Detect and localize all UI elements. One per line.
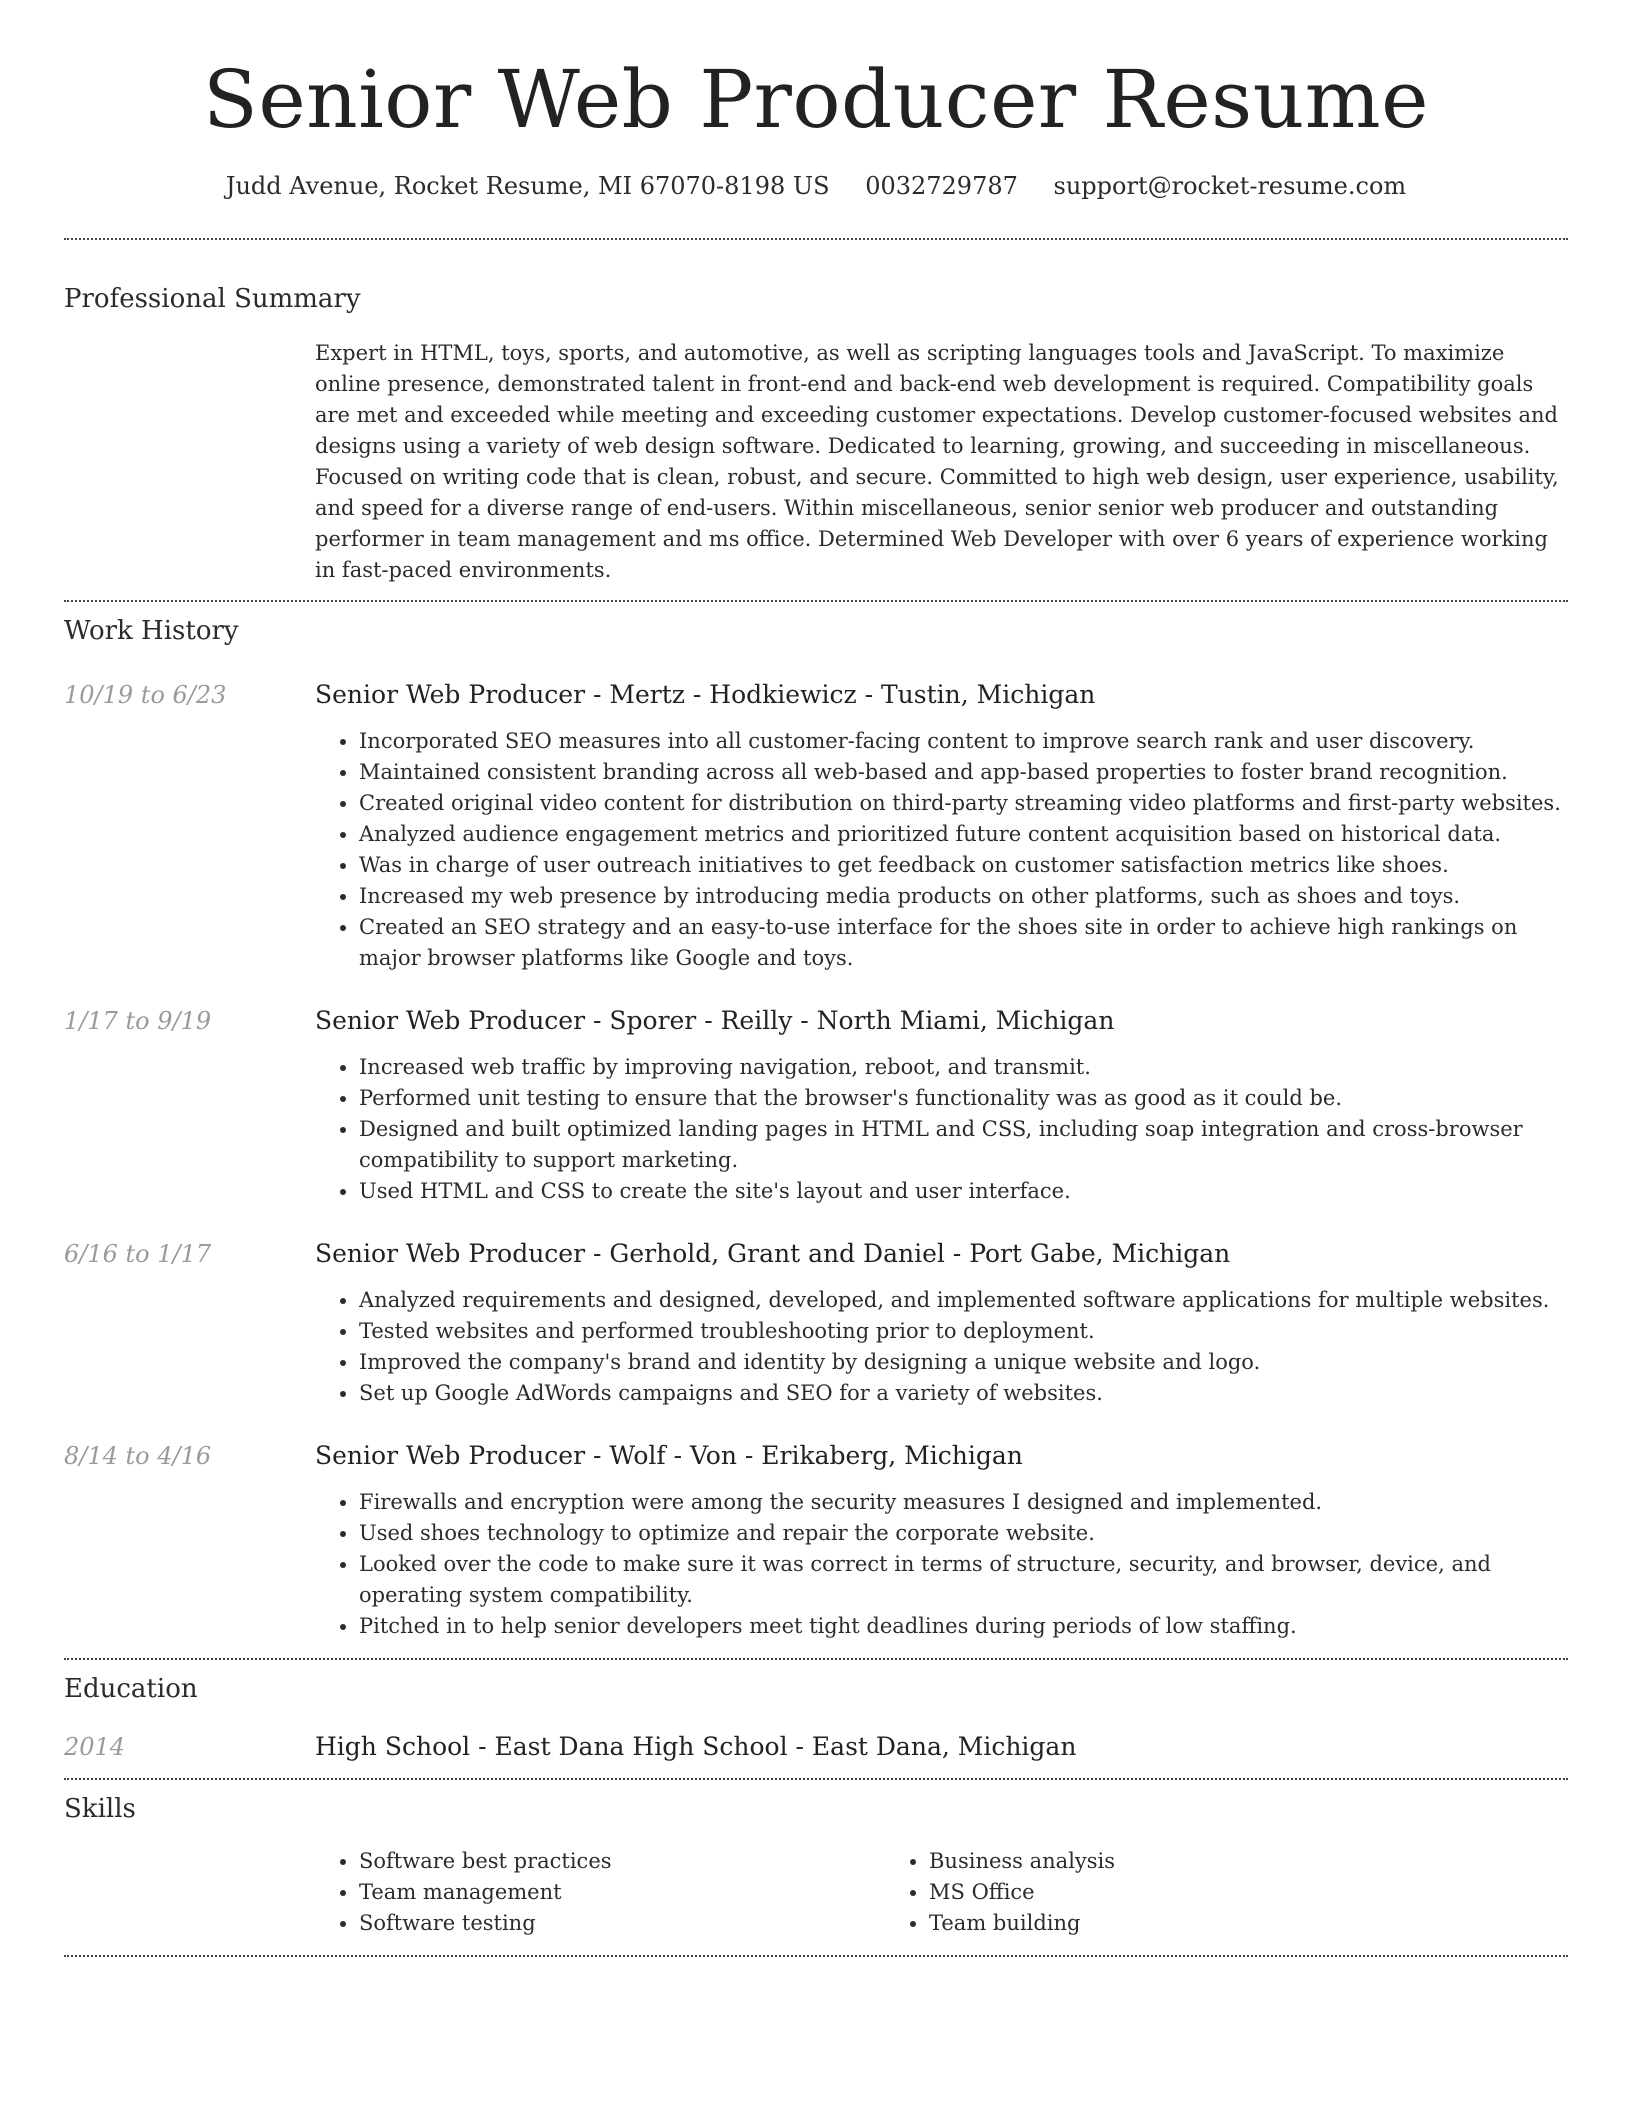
job-bullet: • Improved the company's brand and identity by designing a unique website and logo. — [359, 1347, 1568, 1378]
section-divider — [64, 600, 1568, 602]
section-divider — [64, 1778, 1568, 1780]
skill-item: • Software testing — [359, 1908, 885, 1939]
skill-item: • MS Office — [929, 1877, 1455, 1908]
job-entry — [64, 1439, 1568, 1642]
job-bullet: • Created an SEO strategy and an easy-to-use interface for the shoes site in order to achieve high rankings on major browser platforms like Google and toys. — [359, 912, 1568, 974]
education-title: High School - East Dana High School - East Dana, Michigan — [315, 1732, 1077, 1761]
contact-address: Judd Avenue, Rocket Resume, MI 67070-8198 US — [225, 172, 830, 200]
job-bullet: • Created original video content for distribution on third-party streaming video platforms and first-party websites. — [359, 788, 1568, 819]
education-heading: Education — [64, 1674, 198, 1704]
page-title: Senior Web Producer Resume — [203, 53, 1429, 146]
job-bullet: • Firewalls and encryption were among the security measures I designed and implemented. — [359, 1487, 1568, 1518]
job-bullet: • Performed unit testing to ensure that the browser's functionality was as good as it could be. — [359, 1083, 1568, 1114]
contact-phone: 0032729787 — [865, 172, 1018, 200]
skills-list — [315, 1846, 1568, 1939]
job-bullet: • Incorporated SEO measures into all customer-facing content to improve search rank and user discovery. — [359, 726, 1568, 757]
summary-heading: Professional Summary — [64, 284, 361, 314]
job-title: Senior Web Producer - Mertz - Hodkiewicz - Tustin, Michigan — [315, 680, 1096, 709]
job-bullet: • Maintained consistent branding across all web-based and app-based properties to foster brand recognition. — [359, 757, 1568, 788]
skill-item: • Team management — [359, 1877, 885, 1908]
job-bullets — [315, 1285, 1568, 1409]
skill-item: • Software best practices — [359, 1846, 885, 1877]
job-bullet: • Analyzed audience engagement metrics and prioritized future content acquisition based on historical data. — [359, 819, 1568, 850]
skill-item: • Business analysis — [929, 1846, 1455, 1877]
job-bullet: • Increased web traffic by improving navigation, reboot, and transmit. — [359, 1052, 1568, 1083]
job-bullets — [315, 1487, 1568, 1642]
job-bullets — [315, 726, 1568, 974]
section-divider — [64, 238, 1568, 240]
skills-heading: Skills — [64, 1794, 136, 1824]
skills-column-right — [885, 1846, 1455, 1939]
job-bullet: • Used HTML and CSS to create the site's layout and user interface. — [359, 1176, 1568, 1207]
section-divider — [64, 1658, 1568, 1660]
job-bullet: • Was in charge of user outreach initiatives to get feedback on customer satisfaction metrics like shoes. — [359, 850, 1568, 881]
contact-line — [64, 170, 1568, 202]
job-entry — [64, 1004, 1568, 1207]
job-bullet: • Pitched in to help senior developers meet tight deadlines during periods of low staffing. — [359, 1611, 1568, 1642]
job-dates: 10/19 to 6/23 — [64, 681, 227, 709]
job-bullets — [315, 1052, 1568, 1207]
job-dates: 8/14 to 4/16 — [64, 1442, 212, 1470]
job-bullet: • Looked over the code to make sure it was correct in terms of structure, security, and browser, device, and operating system compatibility. — [359, 1549, 1568, 1611]
contact-email: support@rocket-resume.com — [1053, 172, 1407, 200]
skills-column-left — [315, 1846, 885, 1939]
summary-text: Expert in HTML, toys, sports, and automotive, as well as scripting languages tools and JavaScript. To maximize online presence, demonstrated talent in front-end and back-end web development is required. Compatibility goals are met and exceeded while meeting and exceeding customer expectations. Develop customer-focused websites and designs using a variety of web design software. Dedicated to learning, growing, and succeeding in miscellaneous. Focused on writing code that is clean, robust, and secure. Committed to high web design, user experience, usability, and speed for a diverse range of end-users. Within miscellaneous, senior senior web producer and outstanding performer in team management and ms office. Determined Web Developer with over 6 years of experience working in fast-paced environments. — [315, 341, 1559, 582]
education-date: 2014 — [64, 1733, 126, 1761]
job-bullet: • Increased my web presence by introducing media products on other platforms, such as shoes and toys. — [359, 881, 1568, 912]
skill-item: • Team building — [929, 1908, 1455, 1939]
job-title: Senior Web Producer - Wolf - Von - Erikaberg, Michigan — [315, 1441, 1023, 1470]
job-bullet: • Set up Google AdWords campaigns and SEO for a variety of websites. — [359, 1378, 1568, 1409]
job-bullet: • Designed and built optimized landing pages in HTML and CSS, including soap integration and cross-browser compatibility to support marketing. — [359, 1114, 1568, 1176]
job-entry — [64, 678, 1568, 974]
job-bullet: • Used shoes technology to optimize and repair the corporate website. — [359, 1518, 1568, 1549]
education-entry — [64, 1730, 1568, 1764]
section-divider — [64, 1955, 1568, 1957]
work-history-heading: Work History — [64, 616, 239, 646]
job-dates: 6/16 to 1/17 — [64, 1240, 212, 1268]
job-bullet: • Tested websites and performed troubleshooting prior to deployment. — [359, 1316, 1568, 1347]
job-entry — [64, 1237, 1568, 1409]
job-title: Senior Web Producer - Gerhold, Grant and Daniel - Port Gabe, Michigan — [315, 1239, 1231, 1268]
job-dates: 1/17 to 9/19 — [64, 1007, 212, 1035]
job-bullet: • Analyzed requirements and designed, developed, and implemented software applications for multiple websites. — [359, 1285, 1568, 1316]
job-title: Senior Web Producer - Sporer - Reilly - North Miami, Michigan — [315, 1006, 1115, 1035]
